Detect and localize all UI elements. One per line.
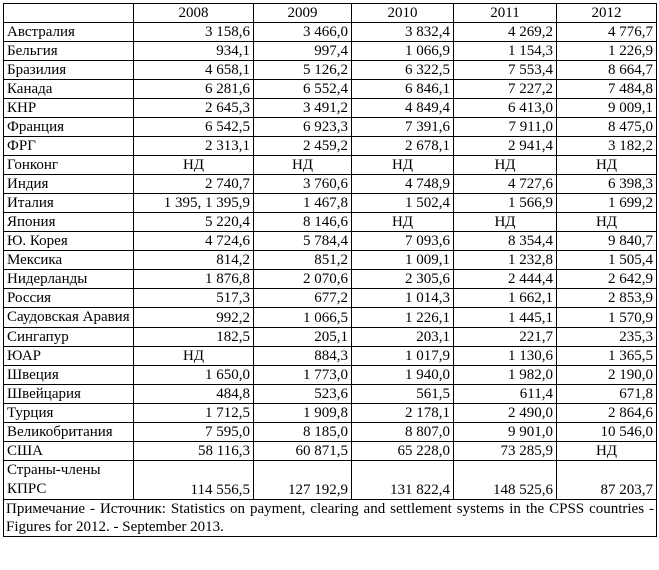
country-cell: Великобритания bbox=[4, 423, 134, 442]
value-cell: 9 009,1 bbox=[557, 99, 657, 118]
country-cell: Гонконг bbox=[4, 156, 134, 175]
value-cell: 1 395, 1 395,9 bbox=[134, 194, 254, 213]
country-cell: Нидерланды bbox=[4, 270, 134, 289]
value-cell: 561,5 bbox=[352, 385, 454, 404]
country-cell: Бразилия bbox=[4, 61, 134, 80]
value-cell: 1 570,9 bbox=[557, 308, 657, 328]
value-cell: 1 650,0 bbox=[134, 366, 254, 385]
value-cell: 2 645,3 bbox=[134, 99, 254, 118]
value-cell: 1 662,1 bbox=[454, 289, 557, 308]
value-cell: 1 502,4 bbox=[352, 194, 454, 213]
value-cell: 1 365,5 bbox=[557, 347, 657, 366]
value-cell: 1 773,0 bbox=[254, 366, 352, 385]
value-cell: 3 832,4 bbox=[352, 23, 454, 42]
country-cell: Австралия bbox=[4, 23, 134, 42]
table-row bbox=[4, 289, 657, 308]
value-cell: 1 909,8 bbox=[254, 404, 352, 423]
table-row bbox=[4, 385, 657, 404]
value-cell: 127 192,9 bbox=[254, 461, 352, 500]
value-cell: 3 491,2 bbox=[254, 99, 352, 118]
value-cell: 4 776,7 bbox=[557, 23, 657, 42]
year-header: 2010 bbox=[352, 4, 454, 23]
value-cell: 677,2 bbox=[254, 289, 352, 308]
table-row bbox=[4, 347, 657, 366]
value-cell: 3 466,0 bbox=[254, 23, 352, 42]
value-cell: 8 354,4 bbox=[454, 232, 557, 251]
value-cell: НД bbox=[557, 213, 657, 232]
table-row bbox=[4, 461, 657, 500]
value-cell: 6 542,5 bbox=[134, 118, 254, 137]
country-cell: Мексика bbox=[4, 251, 134, 270]
value-cell: 2 864,6 bbox=[557, 404, 657, 423]
value-cell: 114 556,5 bbox=[134, 461, 254, 500]
value-cell: 9 901,0 bbox=[454, 423, 557, 442]
table-row bbox=[4, 270, 657, 289]
value-cell: 2 178,1 bbox=[352, 404, 454, 423]
header-row bbox=[4, 4, 657, 23]
table-row bbox=[4, 42, 657, 61]
value-cell: 1 066,5 bbox=[254, 308, 352, 328]
country-cell: ФРГ bbox=[4, 137, 134, 156]
table-row bbox=[4, 232, 657, 251]
table-row bbox=[4, 366, 657, 385]
value-cell: 4 727,6 bbox=[454, 175, 557, 194]
value-cell: 2 313,1 bbox=[134, 137, 254, 156]
value-cell: 1 467,8 bbox=[254, 194, 352, 213]
value-cell: 5 784,4 bbox=[254, 232, 352, 251]
country-cell: Сингапур bbox=[4, 328, 134, 347]
value-cell: 7 093,6 bbox=[352, 232, 454, 251]
value-cell: 2 853,9 bbox=[557, 289, 657, 308]
table-row bbox=[4, 442, 657, 461]
value-cell: 7 595,0 bbox=[134, 423, 254, 442]
value-cell: 2 190,0 bbox=[557, 366, 657, 385]
value-cell: 4 748,9 bbox=[352, 175, 454, 194]
value-cell: 4 658,1 bbox=[134, 61, 254, 80]
value-cell: 1 699,2 bbox=[557, 194, 657, 213]
country-cell: Швейцария bbox=[4, 385, 134, 404]
value-cell: 1 982,0 bbox=[454, 366, 557, 385]
value-cell: 1 445,1 bbox=[454, 308, 557, 328]
value-cell: 6 322,5 bbox=[352, 61, 454, 80]
value-cell: 1 009,1 bbox=[352, 251, 454, 270]
value-cell: 6 398,3 bbox=[557, 175, 657, 194]
year-header: 2012 bbox=[557, 4, 657, 23]
table-row bbox=[4, 156, 657, 175]
value-cell: 2 490,0 bbox=[454, 404, 557, 423]
value-cell: 8 664,7 bbox=[557, 61, 657, 80]
value-cell: 2 070,6 bbox=[254, 270, 352, 289]
value-cell: 4 724,6 bbox=[134, 232, 254, 251]
value-cell: 1 232,8 bbox=[454, 251, 557, 270]
country-cell: КНР bbox=[4, 99, 134, 118]
note-row bbox=[4, 500, 657, 537]
value-cell: 221,7 bbox=[454, 328, 557, 347]
country-cell: Страны-члены КПРС bbox=[4, 461, 134, 500]
value-cell: 1 876,8 bbox=[134, 270, 254, 289]
country-cell: ЮАР bbox=[4, 347, 134, 366]
table-row bbox=[4, 80, 657, 99]
value-cell: 73 285,9 bbox=[454, 442, 557, 461]
document-page bbox=[3, 3, 657, 537]
value-cell: 3 182,2 bbox=[557, 137, 657, 156]
value-cell: 1 940,0 bbox=[352, 366, 454, 385]
value-cell: 2 459,2 bbox=[254, 137, 352, 156]
country-cell: Италия bbox=[4, 194, 134, 213]
value-cell: 235,3 bbox=[557, 328, 657, 347]
table-row bbox=[4, 137, 657, 156]
table-row bbox=[4, 251, 657, 270]
value-cell: НД bbox=[254, 156, 352, 175]
value-cell: 4 269,2 bbox=[454, 23, 557, 42]
value-cell: 997,4 bbox=[254, 42, 352, 61]
value-cell: НД bbox=[557, 442, 657, 461]
value-cell: 851,2 bbox=[254, 251, 352, 270]
value-cell: 131 822,4 bbox=[352, 461, 454, 500]
value-cell: 8 146,6 bbox=[254, 213, 352, 232]
table-row bbox=[4, 23, 657, 42]
country-cell: Турция bbox=[4, 404, 134, 423]
country-cell: Саудовская Аравия bbox=[4, 308, 134, 328]
table-row bbox=[4, 118, 657, 137]
value-cell: 671,8 bbox=[557, 385, 657, 404]
table-row bbox=[4, 404, 657, 423]
value-cell: 517,3 bbox=[134, 289, 254, 308]
value-cell: 1 712,5 bbox=[134, 404, 254, 423]
value-cell: 6 923,3 bbox=[254, 118, 352, 137]
value-cell: 523,6 bbox=[254, 385, 352, 404]
value-cell: 814,2 bbox=[134, 251, 254, 270]
country-cell: США bbox=[4, 442, 134, 461]
country-cell: Канада bbox=[4, 80, 134, 99]
table-row bbox=[4, 194, 657, 213]
value-cell: 205,1 bbox=[254, 328, 352, 347]
value-cell: 1 226,1 bbox=[352, 308, 454, 328]
value-cell: 2 941,4 bbox=[454, 137, 557, 156]
value-cell: НД bbox=[454, 213, 557, 232]
value-cell: 148 525,6 bbox=[454, 461, 557, 500]
table-row bbox=[4, 99, 657, 118]
table-row bbox=[4, 61, 657, 80]
value-cell: НД bbox=[557, 156, 657, 175]
year-header: 2011 bbox=[454, 4, 557, 23]
value-cell: 1 014,3 bbox=[352, 289, 454, 308]
value-cell: 1 226,9 bbox=[557, 42, 657, 61]
value-cell: 6 552,4 bbox=[254, 80, 352, 99]
value-cell: 2 678,1 bbox=[352, 137, 454, 156]
source-note: Примечание - Источник: Statistics on payment, clearing and settlement systems in the CPSS countries - Figures for 2012. - September 2013. bbox=[4, 500, 657, 537]
country-cell: Россия bbox=[4, 289, 134, 308]
country-cell: Бельгия bbox=[4, 42, 134, 61]
value-cell: 65 228,0 bbox=[352, 442, 454, 461]
value-cell: 8 475,0 bbox=[557, 118, 657, 137]
year-header: 2009 bbox=[254, 4, 352, 23]
value-cell: 1 066,9 bbox=[352, 42, 454, 61]
value-cell: 203,1 bbox=[352, 328, 454, 347]
value-cell: 7 391,6 bbox=[352, 118, 454, 137]
table-body bbox=[4, 23, 657, 500]
value-cell: 182,5 bbox=[134, 328, 254, 347]
value-cell: 3 158,6 bbox=[134, 23, 254, 42]
value-cell: 5 126,2 bbox=[254, 61, 352, 80]
value-cell: 1 505,4 bbox=[557, 251, 657, 270]
value-cell: 1 154,3 bbox=[454, 42, 557, 61]
country-cell: Швеция bbox=[4, 366, 134, 385]
value-cell: 2 642,9 bbox=[557, 270, 657, 289]
value-cell: НД bbox=[352, 213, 454, 232]
value-cell: 6 281,6 bbox=[134, 80, 254, 99]
table-row bbox=[4, 308, 657, 328]
value-cell: 992,2 bbox=[134, 308, 254, 328]
value-cell: 611,4 bbox=[454, 385, 557, 404]
value-cell: НД bbox=[134, 156, 254, 175]
value-cell: 9 840,7 bbox=[557, 232, 657, 251]
value-cell: 2 740,7 bbox=[134, 175, 254, 194]
table-row bbox=[4, 175, 657, 194]
year-header: 2008 bbox=[134, 4, 254, 23]
value-cell: 1 017,9 bbox=[352, 347, 454, 366]
value-cell: 10 546,0 bbox=[557, 423, 657, 442]
value-cell: 2 444,4 bbox=[454, 270, 557, 289]
value-cell: 5 220,4 bbox=[134, 213, 254, 232]
value-cell: НД bbox=[134, 347, 254, 366]
value-cell: 7 911,0 bbox=[454, 118, 557, 137]
corner-cell bbox=[4, 4, 134, 23]
country-cell: Индия bbox=[4, 175, 134, 194]
country-cell: Ю. Корея bbox=[4, 232, 134, 251]
value-cell: 6 846,1 bbox=[352, 80, 454, 99]
value-cell: 87 203,7 bbox=[557, 461, 657, 500]
value-cell: 8 185,0 bbox=[254, 423, 352, 442]
value-cell: 484,8 bbox=[134, 385, 254, 404]
value-cell: 7 227,2 bbox=[454, 80, 557, 99]
value-cell: 4 849,4 bbox=[352, 99, 454, 118]
value-cell: 3 760,6 bbox=[254, 175, 352, 194]
value-cell: 2 305,6 bbox=[352, 270, 454, 289]
country-cell: Франция bbox=[4, 118, 134, 137]
table-row bbox=[4, 328, 657, 347]
value-cell: 58 116,3 bbox=[134, 442, 254, 461]
value-cell: НД bbox=[352, 156, 454, 175]
value-cell: 934,1 bbox=[134, 42, 254, 61]
table-row bbox=[4, 213, 657, 232]
value-cell: 884,3 bbox=[254, 347, 352, 366]
value-cell: 7 553,4 bbox=[454, 61, 557, 80]
table-row bbox=[4, 423, 657, 442]
value-cell: 8 807,0 bbox=[352, 423, 454, 442]
country-cell: Япония bbox=[4, 213, 134, 232]
value-cell: 7 484,8 bbox=[557, 80, 657, 99]
value-cell: 1 566,9 bbox=[454, 194, 557, 213]
value-cell: 1 130,6 bbox=[454, 347, 557, 366]
value-cell: НД bbox=[454, 156, 557, 175]
data-table bbox=[3, 3, 657, 537]
value-cell: 6 413,0 bbox=[454, 99, 557, 118]
value-cell: 60 871,5 bbox=[254, 442, 352, 461]
